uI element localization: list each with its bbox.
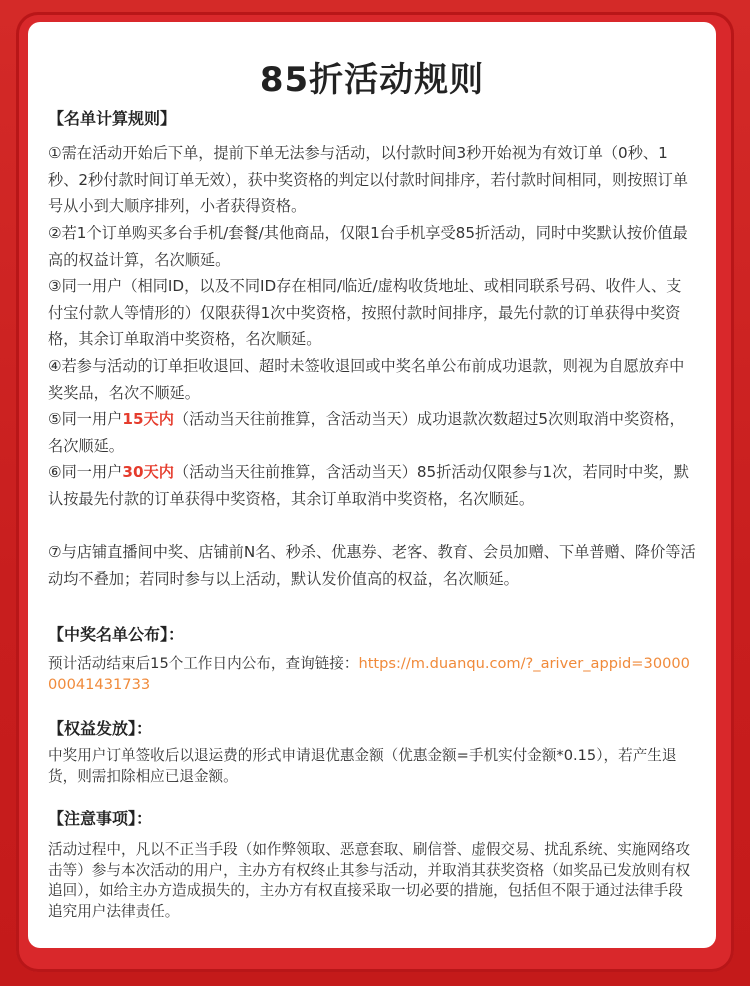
rule-5-prefix: ⑤同一用户 [48,410,123,428]
page-title: 85折活动规则 [259,60,485,100]
notes-text: 活动过程中，凡以不正当手段（如作弊领取、恶意套取、刷信誉、虚假交易、扰乱系统、实施网络攻击等）参与本次活动的用户，主办方有权终止其参与活动，并取消其获奖资格（如奖品已发放则有权追回），如给主办方造成损失的，主办方有权直接采取一切必要的措施，包括但不限于通过法律手段追究用户法律责任。 [48,841,691,920]
rule-5-suffix: （活动当天往前推算，含活动当天）成功退款次数超过5次则取消中奖资格，名次顺延。 [48,410,685,455]
section-heading-notes: 【注意事项】： [48,809,153,828]
rule-7: ⑦与店铺直播间中奖、店铺前N名、秒杀、优惠券、老客、教育、会员加赠、下单普赠、降价等活动均不叠加；若同时参与以上活动，默认发价值高的权益，名次顺延。 [48,543,696,588]
rule-4: ④若参与活动的订单拒收退回、超时未签收退回或中奖名单公布前成功退款，则视为自愿放弃中奖奖品，名次不顺延。 [48,357,685,402]
winner-list-description: 预计活动结束后15个工作日内公布，查询链接： [48,655,359,672]
rule-5 [48,406,696,459]
section-heading-winner-list: 【中奖名单公布】： [48,625,185,644]
rule-6-prefix: ⑥同一用户 [48,463,123,481]
rule-1: ①需在活动开始后下单，提前下单无法参与活动，以付款时间3秒开始视为有效订单（0秒、1秒、2秒付款时间订单无效），获中奖资格的判定以付款时间排序，若付款时间相同，则按照订单号从小到大顺序排列，小者获得资格。 [48,144,688,215]
winner-list-link[interactable]: https://m.duanqu.com/?_ariver_appid=3000000041431733 [48,655,690,693]
rule-2: ②若1个订单购买多台手机/套餐/其他商品，仅限1台手机享受85折活动，同时中奖默认按价值最高的权益计算，名次顺延。 [48,224,688,269]
winner-list-text [48,654,696,695]
rule-6-suffix: （活动当天往前推算，含活动当天）85折活动仅限参与1次，若同时中奖，默认按最先付款的订单获得中奖资格，其余订单取消中奖资格，名次顺延。 [48,463,689,508]
rules-card [28,22,716,948]
rule-6-highlight: 30天内 [122,463,174,481]
rule-6 [48,459,696,512]
rule-5-highlight: 15天内 [122,410,174,428]
benefits-text: 中奖用户订单签收后以退运费的形式申请退优惠金额（优惠金额=手机实付金额*0.15），若产生退货，则需扣除相应已退金额。 [48,747,677,785]
section-heading-benefits: 【权益发放】： [48,719,153,738]
section-heading-list-rules: 【名单计算规则】 [48,109,177,128]
rule-3: ③同一用户（相同ID，以及不同ID存在相同/临近/虚构收货地址、或相同联系号码、收件人、支付宝付款人等情形的）仅限获得1次中奖资格，按照付款时间排序，最先付款的订单获得中奖资格，其余订单取消中奖资格，名次顺延。 [48,277,682,348]
